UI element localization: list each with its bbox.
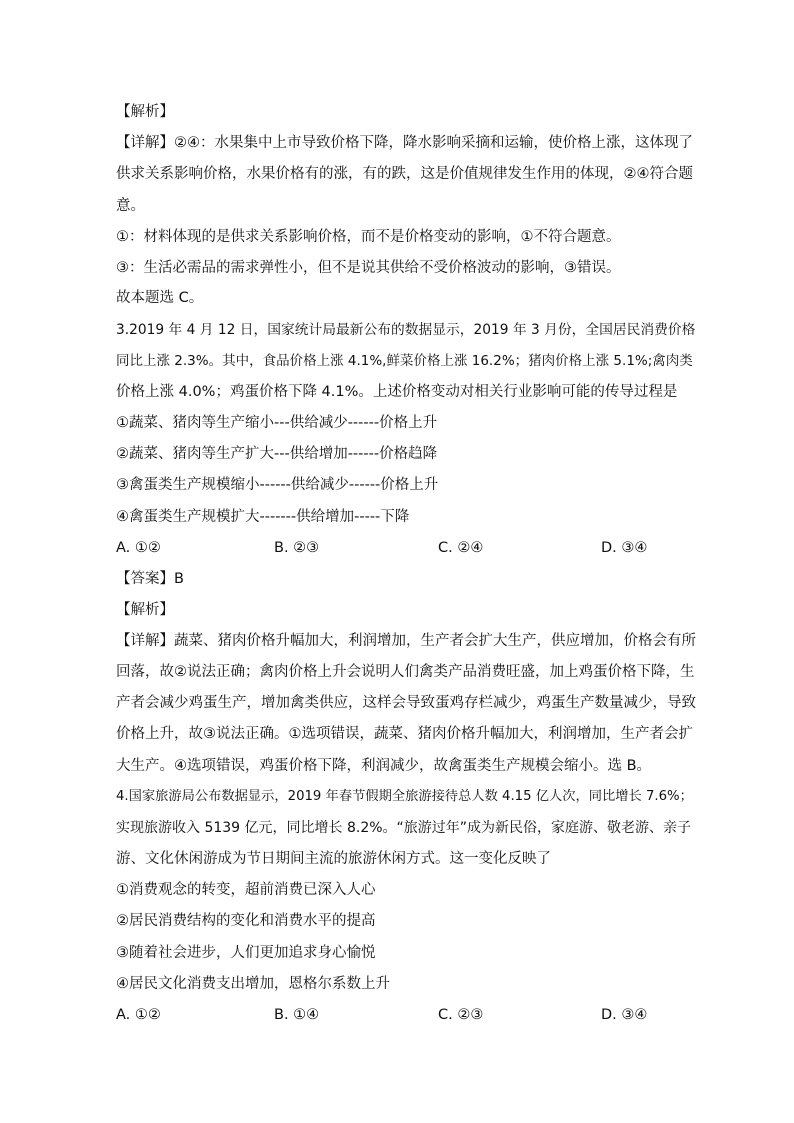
- question-3-answer: 【答案】B: [116, 571, 184, 587]
- question-3-item: ②蔬菜、猪肉等生产扩大---供给增加------价格趋降: [116, 446, 438, 462]
- question-3-item: ③禽蛋类生产规模缩小------供给减少------价格上升: [116, 477, 439, 493]
- analysis-line: 回落，故②说法正确；禽肉价格上升会说明人们禽类产品消费旺盛，加上鸡蛋价格下降，生: [116, 664, 695, 680]
- question-3-item: ①蔬菜、猪肉等生产缩小---供给减少------价格上升: [116, 415, 438, 431]
- option-b: B. ②③: [274, 540, 320, 556]
- option-c: C. ②④: [438, 540, 484, 556]
- question-4-item: ③随着社会进步，人们更加追求身心愉悦: [116, 945, 376, 961]
- question-4-item: ②居民消费结构的变化和消费水平的提高: [116, 913, 376, 929]
- option-d: D. ③④: [601, 1007, 648, 1023]
- option-b: B. ①④: [274, 1007, 320, 1023]
- question-3-stem: 同比上涨 2.3%。其中，食品价格上涨 4.1%,鲜菜价格上涨 16.2%；猪肉价格上涨 5.1%;禽肉类: [116, 353, 693, 369]
- analysis-line: 产者会减少鸡蛋生产，增加禽类供应，这样会导致蛋鸡存栏减少，鸡蛋生产数量减少，导致: [116, 695, 696, 711]
- question-4-stem: 游、文化休闲游成为节日期间主流的旅游休闲方式。这一变化反映了: [116, 851, 551, 867]
- option-c: C. ②③: [438, 1007, 484, 1023]
- analysis-heading: 【解析】: [116, 602, 174, 618]
- option-d: D. ③④: [601, 540, 648, 556]
- analysis-line: 供求关系影响价格，水果价格有的涨，有的跌，这是价值规律发生作用的体现，②④符合题: [116, 166, 693, 182]
- question-3-stem: 3.2019 年 4 月 12 日，国家统计局最新公布的数据显示，2019 年 3 月份，全国居民消费价格: [116, 322, 696, 338]
- question-3-options: [116, 535, 676, 561]
- analysis-line: 【详解】蔬菜、猪肉价格升幅加大，利润增加，生产者会扩大生产，供应增加，价格会有所: [116, 633, 696, 649]
- question-4-item: ①消费观念的转变，超前消费已深入人心: [116, 882, 376, 898]
- option-a: A. ①②: [116, 1007, 161, 1023]
- analysis-line: 意。: [116, 198, 145, 214]
- question-4-stem: 4.国家旅游局公布数据显示，2019 年春节假期全旅游接待总人数 4.15 亿人次，同比增长 7.6%；: [116, 789, 693, 804]
- analysis-conclusion: 故本题选 C。: [116, 290, 204, 306]
- question-4-item: ④居民文化消费支出增加，恩格尔系数上升: [116, 976, 390, 992]
- question-4-options: [116, 1002, 676, 1028]
- analysis-heading: 【解析】: [116, 104, 174, 120]
- analysis-line: 【详解】②④：水果集中上市导致价格下降，降水影响采摘和运输，使价格上涨，这体现了: [116, 135, 693, 151]
- question-3-item: ④禽蛋类生产规模扩大-------供给增加-----下降: [116, 509, 410, 525]
- analysis-line: ③：生活必需品的需求弹性小，但不是说其供给不受价格波动的影响，③错误。: [116, 260, 621, 276]
- question-3-stem: 价格上涨 4.0%；鸡蛋价格下降 4.1%。上述价格变动对相关行业影响可能的传导过程是: [116, 384, 678, 400]
- analysis-line: ①：材料体现的是供求关系影响价格，而不是价格变动的影响，①不符合题意。: [116, 229, 621, 245]
- analysis-line: 价格上升，故③说法正确。①选项错误，蔬菜、猪肉价格升幅加大，利润增加，生产者会扩: [116, 726, 693, 742]
- option-a: A. ①②: [116, 540, 161, 556]
- analysis-line: 大生产。④选项错误，鸡蛋价格下降，利润减少，故禽蛋类生产规模会缩小。选 B。: [116, 758, 652, 774]
- question-4-stem: 实现旅游收入 5139 亿元，同比增长 8.2%。“旅游过年”成为新民俗，家庭游、敬老游、亲子: [116, 820, 692, 836]
